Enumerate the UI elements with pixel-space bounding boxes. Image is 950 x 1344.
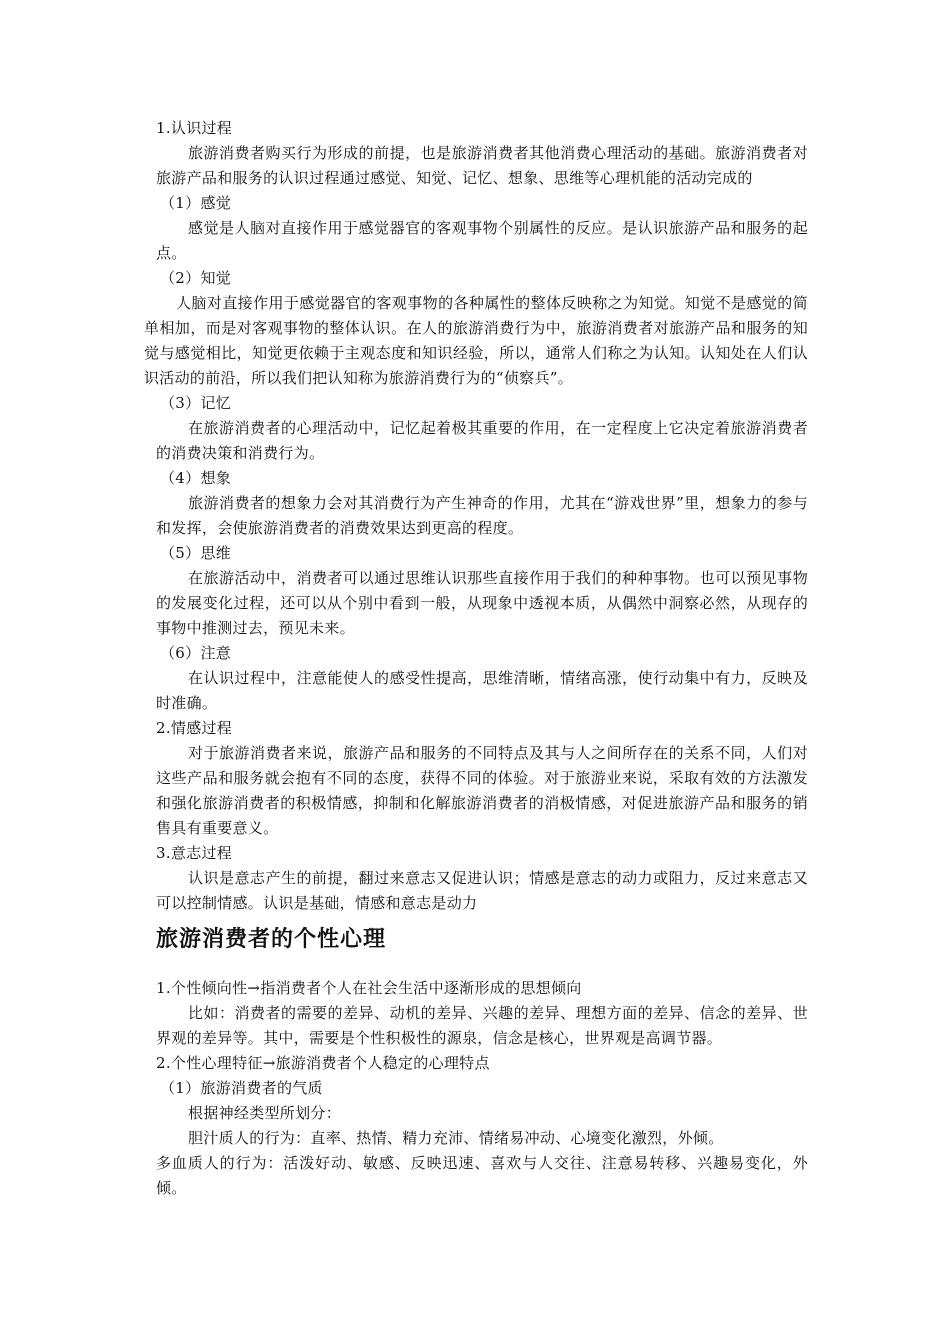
- paragraph-attention: 在认识过程中，注意能使人的感受性提高，思维清晰，情绪高涨，使行动集中有力，反映及时准确。: [156, 669, 808, 712]
- paragraph-personality-tendency: 比如：消费者的需要的差异、动机的差异、兴趣的差异、理想方面的差异、信念的差异、世界观的差异等。其中，需要是个性积极性的源泉，信念是核心，世界观是高调节器。: [156, 1004, 808, 1047]
- section-heading-personality-tendency: 1.个性倾向性→指消费者个人在社会生活中逐渐形成的思想倾向: [156, 979, 582, 997]
- subheading-memory: （3）记忆: [160, 394, 232, 412]
- line-temperament-basis: 根据神经类型所划分：: [188, 1104, 342, 1122]
- chapter-heading-personality: 旅游消费者的个性心理: [156, 926, 387, 952]
- subheading-temperament: （1）旅游消费者的气质: [160, 1079, 323, 1097]
- paragraph-perception: 人脑对直接作用于感觉器官的客观事物的各种属性的整体反映称之为知觉。知觉不是感觉的简单相加，而是对客观事物的整体认识。在人的旅游消费行为中，旅游消费者对旅游产品和服务的知觉与感觉相比，知觉更依赖于主观态度和知识经验，所以，通常人们称之为认知。认知处在人们认识活动的前沿，所以我们把认知称为旅游消费行为的“侦察兵”。: [144, 294, 808, 387]
- subheading-attention: （6）注意: [160, 644, 232, 662]
- paragraph-imagination: 旅游消费者的想象力会对其消费行为产生神奇的作用，尤其在“游戏世界”里，想象力的参与和发挥，会使旅游消费者的消费效果达到更高的程度。: [156, 494, 808, 537]
- paragraph-cognition-intro: 旅游消费者购买行为形成的前提，也是旅游消费者其他消费心理活动的基础。旅游消费者对旅游产品和服务的认识过程通过感觉、知觉、记忆、想象、思维等心理机能的活动完成的: [156, 144, 808, 187]
- paragraph-sensation: 感觉是人脑对直接作用于感觉器官的客观事物个别属性的反应。是认识旅游产品和服务的起点。: [156, 219, 808, 262]
- paragraph-emotion: 对于旅游消费者来说，旅游产品和服务的不同特点及其与人之间所存在的关系不同，人们对这些产品和服务就会抱有不同的态度，获得不同的体验。对于旅游业来说，采取有效的方法激发和强化旅游消费者的积极情感，抑制和化解旅游消费者的消极情感，对促进旅游产品和服务的销售具有重要意义。: [156, 744, 808, 837]
- paragraph-thinking: 在旅游活动中，消费者可以通过思维认识那些直接作用于我们的种种事物。也可以预见事物的发展变化过程，还可以从个别中看到一般，从现象中透视本质，从偶然中洞察必然，从现存的事物中推测过去，预见未来。: [156, 569, 808, 637]
- section-heading-personality-traits: 2.个性心理特征→旅游消费者个人稳定的心理特点: [156, 1054, 490, 1072]
- section-heading-will: 3.意志过程: [156, 844, 233, 862]
- line-choleric: 胆汁质人的行为：直率、热情、精力充沛、情绪易冲动、心境变化激烈，外倾。: [188, 1129, 724, 1147]
- subheading-imagination: （4）想象: [160, 469, 232, 487]
- section-heading-emotion: 2.情感过程: [156, 719, 233, 737]
- section-heading-cognition: 1.认识过程: [156, 119, 233, 137]
- line-sanguine: 多血质人的行为：活泼好动、敏感、反映迅速、喜欢与人交往、注意易转移、兴趣易变化，外倾。: [156, 1154, 808, 1197]
- subheading-sensation: （1）感觉: [160, 194, 232, 212]
- document-body: [144, 116, 808, 1201]
- subheading-thinking: （5）思维: [160, 544, 232, 562]
- subheading-perception: （2）知觉: [160, 269, 232, 287]
- paragraph-will: 认识是意志产生的前提，翻过来意志又促进认识；情感是意志的动力或阻力，反过来意志又可以控制情感。认识是基础，情感和意志是动力: [156, 869, 808, 912]
- paragraph-memory: 在旅游消费者的心理活动中，记忆起着极其重要的作用，在一定程度上它决定着旅游消费者的消费决策和消费行为。: [156, 419, 808, 462]
